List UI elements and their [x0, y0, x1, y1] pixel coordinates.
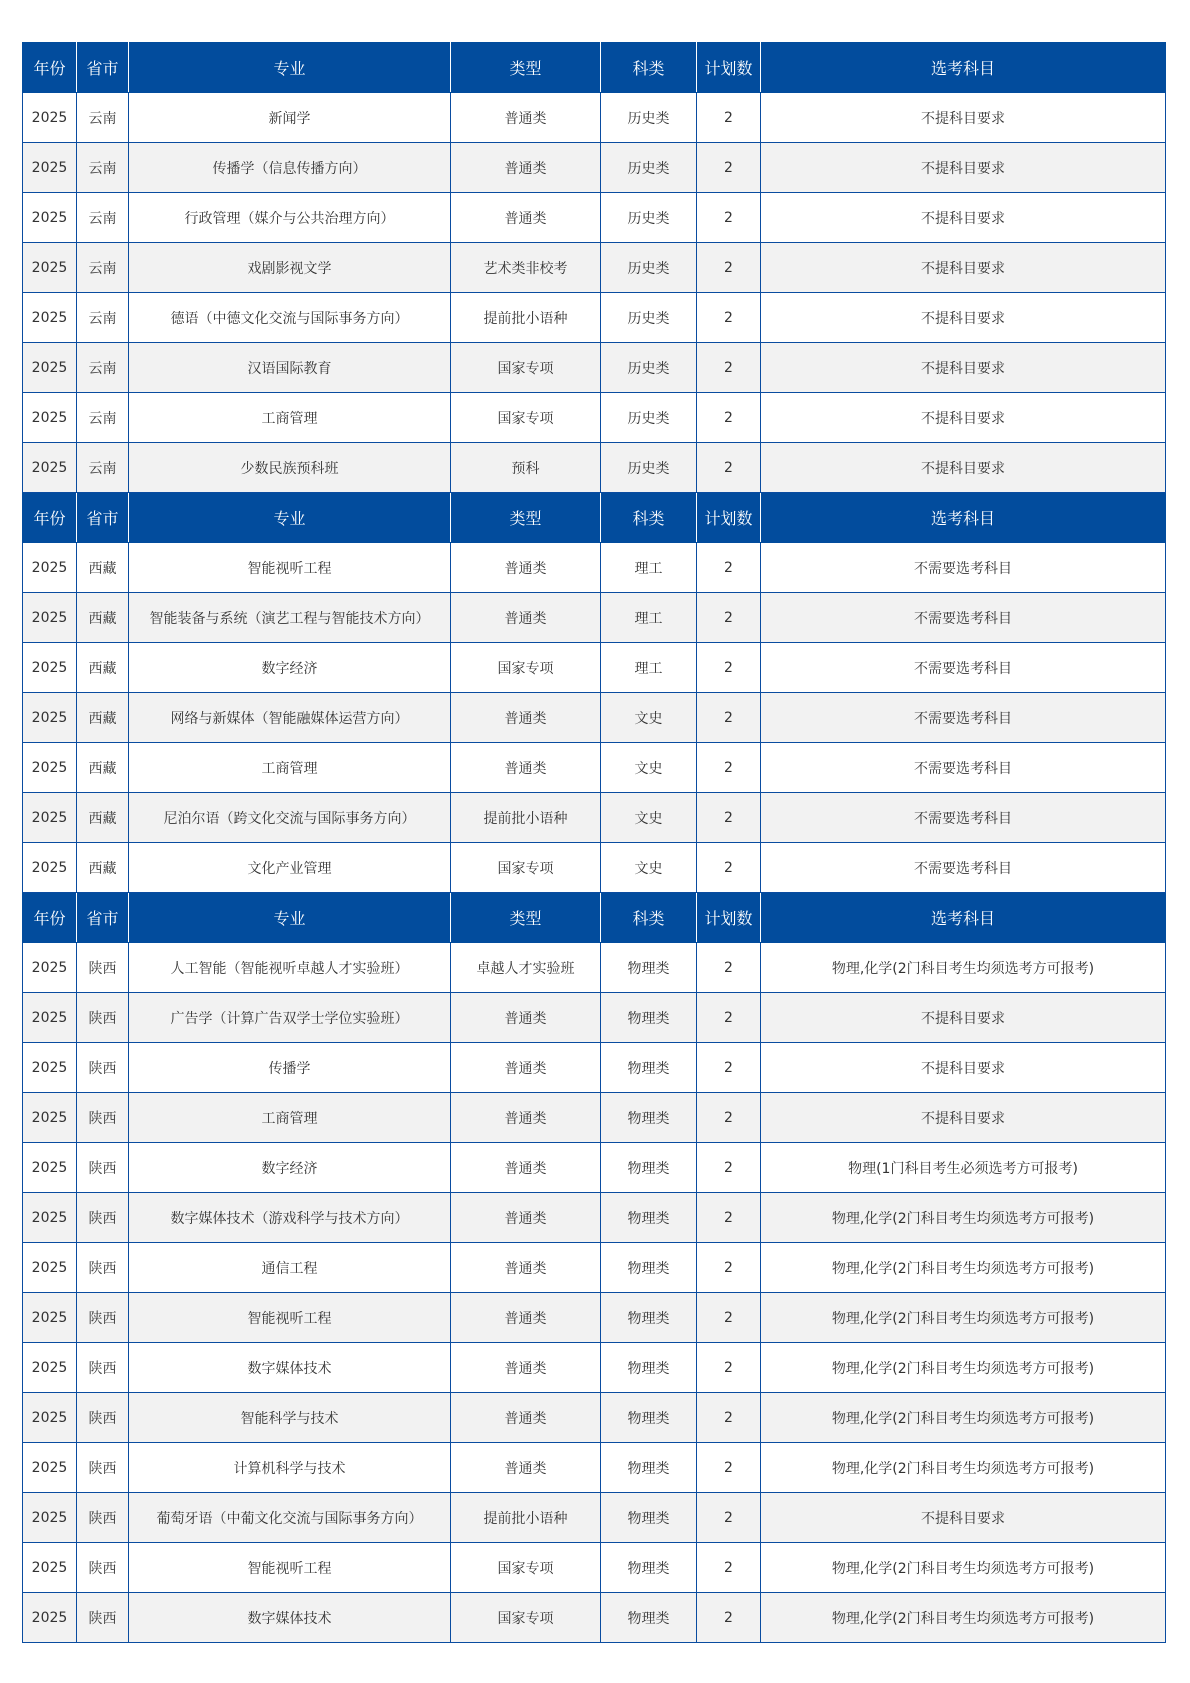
cell-year: 2025: [23, 1393, 77, 1443]
cell-type: 普通类: [451, 1243, 601, 1293]
cell-major: 文化产业管理: [129, 843, 451, 893]
cell-plan-count: 2: [697, 1343, 761, 1393]
cell-major: 广告学（计算广告双学士学位实验班）: [129, 993, 451, 1043]
cell-type: 国家专项: [451, 393, 601, 443]
cell-major: 计算机科学与技术: [129, 1443, 451, 1493]
cell-year: 2025: [23, 293, 77, 343]
table-row: [23, 93, 1166, 143]
table-row: [23, 693, 1166, 743]
cell-major: 数字媒体技术: [129, 1343, 451, 1393]
header-type: 类型: [451, 893, 601, 943]
cell-major: 数字媒体技术（游戏科学与技术方向）: [129, 1193, 451, 1243]
cell-year: 2025: [23, 1343, 77, 1393]
cell-type: 预科: [451, 443, 601, 493]
cell-subject-category: 理工: [601, 543, 697, 593]
table-row: [23, 1543, 1166, 1593]
cell-province: 云南: [77, 193, 129, 243]
cell-required-subjects: 不需要选考科目: [761, 693, 1166, 743]
cell-plan-count: 2: [697, 1493, 761, 1543]
cell-major: 数字经济: [129, 1143, 451, 1193]
cell-province: 云南: [77, 293, 129, 343]
cell-province: 西藏: [77, 843, 129, 893]
cell-province: 云南: [77, 393, 129, 443]
cell-major: 汉语国际教育: [129, 343, 451, 393]
cell-type: 普通类: [451, 1343, 601, 1393]
cell-type: 普通类: [451, 543, 601, 593]
cell-year: 2025: [23, 993, 77, 1043]
cell-required-subjects: 物理,化学(2门科目考生均须选考方可报考): [761, 943, 1166, 993]
cell-province: 陕西: [77, 1293, 129, 1343]
table-row: [23, 1193, 1166, 1243]
cell-subject-category: 物理类: [601, 1593, 697, 1643]
cell-required-subjects: 物理,化学(2门科目考生均须选考方可报考): [761, 1343, 1166, 1393]
table-row: [23, 643, 1166, 693]
cell-province: 陕西: [77, 1543, 129, 1593]
cell-type: 普通类: [451, 1143, 601, 1193]
cell-required-subjects: 不提科目要求: [761, 1493, 1166, 1543]
cell-major: 工商管理: [129, 1093, 451, 1143]
cell-type: 国家专项: [451, 1593, 601, 1643]
cell-year: 2025: [23, 1443, 77, 1493]
cell-subject-category: 物理类: [601, 1293, 697, 1343]
cell-subject-category: 历史类: [601, 393, 697, 443]
cell-province: 云南: [77, 443, 129, 493]
cell-plan-count: 2: [697, 443, 761, 493]
cell-major: 智能科学与技术: [129, 1393, 451, 1443]
cell-major: 少数民族预科班: [129, 443, 451, 493]
header-type: 类型: [451, 493, 601, 543]
header-type: 类型: [451, 43, 601, 93]
table-row: [23, 993, 1166, 1043]
cell-plan-count: 2: [697, 1293, 761, 1343]
cell-subject-category: 历史类: [601, 343, 697, 393]
header-major: 专业: [129, 43, 451, 93]
table-row: [23, 243, 1166, 293]
cell-year: 2025: [23, 1193, 77, 1243]
cell-major: 智能视听工程: [129, 1293, 451, 1343]
cell-required-subjects: 不提科目要求: [761, 343, 1166, 393]
cell-year: 2025: [23, 1143, 77, 1193]
cell-year: 2025: [23, 793, 77, 843]
cell-major: 行政管理（媒介与公共治理方向）: [129, 193, 451, 243]
header-year: 年份: [23, 43, 77, 93]
cell-subject-category: 物理类: [601, 1143, 697, 1193]
header-province: 省市: [77, 893, 129, 943]
cell-year: 2025: [23, 693, 77, 743]
cell-required-subjects: 不提科目要求: [761, 143, 1166, 193]
header-required-subjects: 选考科目: [761, 893, 1166, 943]
cell-province: 云南: [77, 243, 129, 293]
cell-subject-category: 文史: [601, 793, 697, 843]
cell-subject-category: 物理类: [601, 1343, 697, 1393]
cell-subject-category: 物理类: [601, 1493, 697, 1543]
cell-major: 智能视听工程: [129, 1543, 451, 1593]
cell-required-subjects: 不需要选考科目: [761, 593, 1166, 643]
table-row: [23, 1593, 1166, 1643]
cell-major: 葡萄牙语（中葡文化交流与国际事务方向）: [129, 1493, 451, 1543]
header-year: 年份: [23, 893, 77, 943]
cell-subject-category: 物理类: [601, 1443, 697, 1493]
header-province: 省市: [77, 43, 129, 93]
cell-required-subjects: 不需要选考科目: [761, 843, 1166, 893]
cell-type: 普通类: [451, 193, 601, 243]
table-row: [23, 1393, 1166, 1443]
cell-major: 传播学（信息传播方向）: [129, 143, 451, 193]
cell-plan-count: 2: [697, 343, 761, 393]
header-year: 年份: [23, 493, 77, 543]
cell-required-subjects: 物理,化学(2门科目考生均须选考方可报考): [761, 1543, 1166, 1593]
table-row: [23, 1293, 1166, 1343]
header-province: 省市: [77, 493, 129, 543]
cell-province: 云南: [77, 93, 129, 143]
cell-plan-count: 2: [697, 793, 761, 843]
cell-year: 2025: [23, 1293, 77, 1343]
table-row: [23, 1443, 1166, 1493]
table-header-row: [23, 493, 1166, 543]
table-row: [23, 193, 1166, 243]
cell-type: 普通类: [451, 1093, 601, 1143]
cell-province: 陕西: [77, 1243, 129, 1293]
cell-type: 提前批小语种: [451, 1493, 601, 1543]
table-row: [23, 1243, 1166, 1293]
cell-required-subjects: 物理,化学(2门科目考生均须选考方可报考): [761, 1393, 1166, 1443]
header-required-subjects: 选考科目: [761, 493, 1166, 543]
cell-year: 2025: [23, 743, 77, 793]
cell-subject-category: 物理类: [601, 1243, 697, 1293]
cell-required-subjects: 不提科目要求: [761, 193, 1166, 243]
cell-required-subjects: 不提科目要求: [761, 1093, 1166, 1143]
cell-required-subjects: 不提科目要求: [761, 243, 1166, 293]
header-subject-category: 科类: [601, 493, 697, 543]
cell-year: 2025: [23, 643, 77, 693]
cell-major: 人工智能（智能视听卓越人才实验班）: [129, 943, 451, 993]
cell-province: 陕西: [77, 993, 129, 1043]
table-row: [23, 393, 1166, 443]
cell-plan-count: 2: [697, 843, 761, 893]
table-row: [23, 593, 1166, 643]
cell-province: 西藏: [77, 793, 129, 843]
cell-major: 尼泊尔语（跨文化交流与国际事务方向）: [129, 793, 451, 843]
cell-province: 西藏: [77, 593, 129, 643]
cell-type: 国家专项: [451, 343, 601, 393]
cell-plan-count: 2: [697, 1443, 761, 1493]
cell-major: 通信工程: [129, 1243, 451, 1293]
header-major: 专业: [129, 493, 451, 543]
cell-subject-category: 理工: [601, 593, 697, 643]
table-row: [23, 143, 1166, 193]
cell-subject-category: 理工: [601, 643, 697, 693]
table-row: [23, 543, 1166, 593]
cell-year: 2025: [23, 593, 77, 643]
cell-type: 卓越人才实验班: [451, 943, 601, 993]
cell-type: 普通类: [451, 1043, 601, 1093]
cell-subject-category: 历史类: [601, 293, 697, 343]
cell-year: 2025: [23, 193, 77, 243]
table-row: [23, 743, 1166, 793]
cell-year: 2025: [23, 1593, 77, 1643]
cell-plan-count: 2: [697, 243, 761, 293]
cell-major: 新闻学: [129, 93, 451, 143]
cell-type: 普通类: [451, 1193, 601, 1243]
cell-year: 2025: [23, 1243, 77, 1293]
cell-plan-count: 2: [697, 293, 761, 343]
header-subject-category: 科类: [601, 893, 697, 943]
cell-plan-count: 2: [697, 1543, 761, 1593]
cell-type: 普通类: [451, 1293, 601, 1343]
cell-major: 网络与新媒体（智能融媒体运营方向）: [129, 693, 451, 743]
cell-province: 云南: [77, 143, 129, 193]
cell-plan-count: 2: [697, 1193, 761, 1243]
header-subject-category: 科类: [601, 43, 697, 93]
cell-province: 西藏: [77, 743, 129, 793]
enrollment-plan-table: [22, 42, 1165, 1643]
cell-type: 国家专项: [451, 643, 601, 693]
cell-type: 艺术类非校考: [451, 243, 601, 293]
cell-subject-category: 历史类: [601, 93, 697, 143]
cell-subject-category: 物理类: [601, 1393, 697, 1443]
cell-type: 国家专项: [451, 1543, 601, 1593]
cell-major: 数字经济: [129, 643, 451, 693]
cell-required-subjects: 不需要选考科目: [761, 643, 1166, 693]
cell-type: 国家专项: [451, 843, 601, 893]
cell-province: 云南: [77, 343, 129, 393]
table-row: [23, 793, 1166, 843]
cell-year: 2025: [23, 393, 77, 443]
cell-type: 提前批小语种: [451, 293, 601, 343]
cell-province: 陕西: [77, 1393, 129, 1443]
cell-year: 2025: [23, 243, 77, 293]
cell-type: 普通类: [451, 1393, 601, 1443]
table-row: [23, 293, 1166, 343]
table-row: [23, 343, 1166, 393]
header-major: 专业: [129, 893, 451, 943]
cell-province: 西藏: [77, 543, 129, 593]
table-row: [23, 843, 1166, 893]
table-row: [23, 443, 1166, 493]
cell-plan-count: 2: [697, 593, 761, 643]
cell-type: 普通类: [451, 993, 601, 1043]
cell-province: 陕西: [77, 1593, 129, 1643]
cell-required-subjects: 不提科目要求: [761, 1043, 1166, 1093]
cell-plan-count: 2: [697, 643, 761, 693]
cell-year: 2025: [23, 543, 77, 593]
header-plan-count: 计划数: [697, 493, 761, 543]
table-row: [23, 943, 1166, 993]
cell-subject-category: 物理类: [601, 993, 697, 1043]
table-row: [23, 1093, 1166, 1143]
cell-subject-category: 历史类: [601, 443, 697, 493]
cell-plan-count: 2: [697, 143, 761, 193]
cell-type: 提前批小语种: [451, 793, 601, 843]
cell-required-subjects: 物理,化学(2门科目考生均须选考方可报考): [761, 1443, 1166, 1493]
plan-table: [22, 42, 1166, 1643]
cell-year: 2025: [23, 843, 77, 893]
cell-required-subjects: 不提科目要求: [761, 93, 1166, 143]
cell-type: 普通类: [451, 93, 601, 143]
cell-plan-count: 2: [697, 993, 761, 1043]
cell-major: 戏剧影视文学: [129, 243, 451, 293]
cell-subject-category: 物理类: [601, 1093, 697, 1143]
cell-plan-count: 2: [697, 1093, 761, 1143]
cell-plan-count: 2: [697, 1243, 761, 1293]
cell-major: 工商管理: [129, 743, 451, 793]
cell-type: 普通类: [451, 1443, 601, 1493]
cell-required-subjects: 物理,化学(2门科目考生均须选考方可报考): [761, 1593, 1166, 1643]
cell-year: 2025: [23, 1493, 77, 1543]
cell-subject-category: 文史: [601, 693, 697, 743]
cell-required-subjects: 物理,化学(2门科目考生均须选考方可报考): [761, 1193, 1166, 1243]
cell-required-subjects: 物理(1门科目考生必须选考方可报考): [761, 1143, 1166, 1193]
cell-required-subjects: 不需要选考科目: [761, 543, 1166, 593]
cell-major: 智能视听工程: [129, 543, 451, 593]
cell-province: 陕西: [77, 943, 129, 993]
cell-subject-category: 物理类: [601, 943, 697, 993]
cell-plan-count: 2: [697, 193, 761, 243]
cell-plan-count: 2: [697, 393, 761, 443]
header-plan-count: 计划数: [697, 893, 761, 943]
cell-plan-count: 2: [697, 943, 761, 993]
cell-type: 普通类: [451, 693, 601, 743]
table-row: [23, 1343, 1166, 1393]
cell-major: 数字媒体技术: [129, 1593, 451, 1643]
cell-plan-count: 2: [697, 1393, 761, 1443]
header-plan-count: 计划数: [697, 43, 761, 93]
table-row: [23, 1143, 1166, 1193]
cell-plan-count: 2: [697, 1593, 761, 1643]
cell-plan-count: 2: [697, 743, 761, 793]
cell-subject-category: 历史类: [601, 143, 697, 193]
cell-required-subjects: 不需要选考科目: [761, 743, 1166, 793]
cell-province: 陕西: [77, 1343, 129, 1393]
table-header-row: [23, 893, 1166, 943]
cell-plan-count: 2: [697, 693, 761, 743]
cell-plan-count: 2: [697, 93, 761, 143]
cell-type: 普通类: [451, 743, 601, 793]
cell-year: 2025: [23, 343, 77, 393]
cell-year: 2025: [23, 1093, 77, 1143]
cell-year: 2025: [23, 143, 77, 193]
cell-major: 工商管理: [129, 393, 451, 443]
cell-year: 2025: [23, 1043, 77, 1093]
cell-type: 普通类: [451, 143, 601, 193]
cell-province: 陕西: [77, 1143, 129, 1193]
cell-major: 传播学: [129, 1043, 451, 1093]
cell-required-subjects: 不需要选考科目: [761, 793, 1166, 843]
header-required-subjects: 选考科目: [761, 43, 1166, 93]
cell-province: 西藏: [77, 693, 129, 743]
cell-required-subjects: 物理,化学(2门科目考生均须选考方可报考): [761, 1293, 1166, 1343]
cell-province: 陕西: [77, 1043, 129, 1093]
cell-required-subjects: 不提科目要求: [761, 293, 1166, 343]
cell-subject-category: 文史: [601, 743, 697, 793]
cell-major: 智能装备与系统（演艺工程与智能技术方向）: [129, 593, 451, 643]
cell-subject-category: 历史类: [601, 193, 697, 243]
cell-year: 2025: [23, 93, 77, 143]
cell-required-subjects: 不提科目要求: [761, 993, 1166, 1043]
cell-province: 陕西: [77, 1193, 129, 1243]
table-header-row: [23, 43, 1166, 93]
cell-province: 陕西: [77, 1493, 129, 1543]
cell-year: 2025: [23, 1543, 77, 1593]
cell-year: 2025: [23, 443, 77, 493]
cell-required-subjects: 物理,化学(2门科目考生均须选考方可报考): [761, 1243, 1166, 1293]
cell-province: 陕西: [77, 1443, 129, 1493]
cell-subject-category: 文史: [601, 843, 697, 893]
cell-year: 2025: [23, 943, 77, 993]
table-row: [23, 1043, 1166, 1093]
cell-plan-count: 2: [697, 543, 761, 593]
cell-required-subjects: 不提科目要求: [761, 443, 1166, 493]
cell-plan-count: 2: [697, 1143, 761, 1193]
cell-major: 德语（中德文化交流与国际事务方向）: [129, 293, 451, 343]
cell-subject-category: 物理类: [601, 1543, 697, 1593]
cell-subject-category: 历史类: [601, 243, 697, 293]
cell-required-subjects: 不提科目要求: [761, 393, 1166, 443]
table-row: [23, 1493, 1166, 1543]
cell-province: 陕西: [77, 1093, 129, 1143]
cell-province: 西藏: [77, 643, 129, 693]
cell-type: 普通类: [451, 593, 601, 643]
cell-subject-category: 物理类: [601, 1193, 697, 1243]
cell-plan-count: 2: [697, 1043, 761, 1093]
cell-subject-category: 物理类: [601, 1043, 697, 1093]
